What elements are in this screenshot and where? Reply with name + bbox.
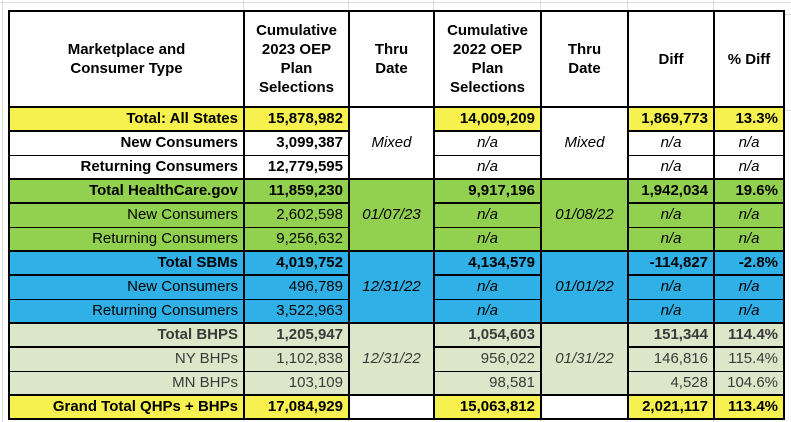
cell-sel-2022[interactable]: n/a: [434, 227, 541, 251]
cell-label[interactable]: New Consumers: [9, 131, 244, 155]
cell-sel-2022[interactable]: n/a: [434, 299, 541, 323]
cell-diff[interactable]: 4,528: [628, 371, 714, 395]
cell-sel-2022[interactable]: 956,022: [434, 347, 541, 371]
cell-sel-2023[interactable]: 15,878,982: [244, 107, 349, 131]
header-label: % Diff: [727, 50, 771, 68]
cell-thru-2023[interactable]: [349, 395, 434, 419]
cell-sel-2022[interactable]: 4,134,579: [434, 251, 541, 275]
cell-diff[interactable]: n/a: [628, 131, 714, 155]
cell-thru-2022[interactable]: 01/31/22: [541, 323, 628, 395]
cell-diff[interactable]: 151,344: [628, 323, 714, 347]
cell-pct-diff[interactable]: 104.6%: [714, 371, 784, 395]
cell-sel-2023[interactable]: 11,859,230: [244, 179, 349, 203]
header-label: Marketplace and Consumer Type: [67, 41, 186, 77]
gridline-stub: [433, 0, 434, 10]
cell-sel-2023[interactable]: 103,109: [244, 371, 349, 395]
cell-sel-2022[interactable]: 1,054,603: [434, 323, 541, 347]
cell-pct-diff[interactable]: -2.8%: [714, 251, 784, 275]
table-row: [9, 251, 784, 275]
cell-sel-2023[interactable]: 17,084,929: [244, 395, 349, 419]
cell-label[interactable]: New Consumers: [9, 203, 244, 227]
cell-label[interactable]: Total: All States: [9, 107, 244, 131]
oep-plan-selections-table: [8, 10, 785, 420]
header-pct-diff[interactable]: [714, 11, 784, 107]
gridline-stub: [243, 0, 244, 10]
cell-thru-2023[interactable]: 12/31/22: [349, 323, 434, 395]
header-row: [9, 11, 784, 107]
cell-thru-2022[interactable]: Mixed: [541, 107, 628, 179]
cell-thru-2022[interactable]: 01/08/22: [541, 179, 628, 251]
cell-thru-2022[interactable]: 01/01/22: [541, 251, 628, 323]
cell-sel-2022[interactable]: n/a: [434, 155, 541, 179]
cell-sel-2022[interactable]: 9,917,196: [434, 179, 541, 203]
cell-pct-diff[interactable]: 13.3%: [714, 107, 784, 131]
cell-label[interactable]: MN BHPs: [9, 371, 244, 395]
cell-pct-diff[interactable]: 114.4%: [714, 323, 784, 347]
cell-pct-diff[interactable]: n/a: [714, 155, 784, 179]
cell-sel-2023[interactable]: 12,779,595: [244, 155, 349, 179]
header-label: Cumulative 2022 OEP Plan Selections: [447, 22, 528, 96]
cell-thru-2023[interactable]: 12/31/22: [349, 251, 434, 323]
cell-label[interactable]: Grand Total QHPs + BHPs: [9, 395, 244, 419]
cell-diff[interactable]: n/a: [628, 227, 714, 251]
gridline-stub: [348, 0, 349, 10]
cell-sel-2023[interactable]: 3,522,963: [244, 299, 349, 323]
table-row: [9, 179, 784, 203]
cell-thru-2022[interactable]: [541, 395, 628, 419]
cell-sel-2023[interactable]: 1,205,947: [244, 323, 349, 347]
cell-label[interactable]: New Consumers: [9, 275, 244, 299]
cell-pct-diff[interactable]: n/a: [714, 203, 784, 227]
cell-sel-2022[interactable]: 15,063,812: [434, 395, 541, 419]
cell-diff[interactable]: n/a: [628, 155, 714, 179]
cell-diff[interactable]: n/a: [628, 299, 714, 323]
cell-sel-2023[interactable]: 2,602,598: [244, 203, 349, 227]
cell-label[interactable]: Returning Consumers: [9, 227, 244, 251]
gridline-top: [0, 2, 791, 3]
cell-pct-diff[interactable]: n/a: [714, 299, 784, 323]
cell-label[interactable]: Total HealthCare.gov: [9, 179, 244, 203]
table-row: [9, 395, 784, 419]
cell-pct-diff[interactable]: n/a: [714, 227, 784, 251]
cell-sel-2022[interactable]: n/a: [434, 203, 541, 227]
gridline-stub: [540, 0, 541, 10]
gridline-stub: [713, 0, 714, 10]
cell-pct-diff[interactable]: 113.4%: [714, 395, 784, 419]
cell-sel-2023[interactable]: 9,256,632: [244, 227, 349, 251]
cell-pct-diff[interactable]: 115.4%: [714, 347, 784, 371]
header-label: Cumulative 2023 OEP Plan Selections: [256, 22, 337, 96]
header-thru-date-2023[interactable]: [349, 11, 434, 107]
cell-label[interactable]: NY BHPs: [9, 347, 244, 371]
cell-sel-2023[interactable]: 496,789: [244, 275, 349, 299]
cell-diff[interactable]: 1,869,773: [628, 107, 714, 131]
cell-pct-diff[interactable]: n/a: [714, 275, 784, 299]
cell-sel-2023[interactable]: 1,102,838: [244, 347, 349, 371]
cell-diff[interactable]: 146,816: [628, 347, 714, 371]
cell-sel-2022[interactable]: n/a: [434, 275, 541, 299]
header-2022-plan-selections[interactable]: [434, 11, 541, 107]
cell-sel-2022[interactable]: 98,581: [434, 371, 541, 395]
cell-label[interactable]: Total BHPS: [9, 323, 244, 347]
gridline-left: [2, 0, 3, 422]
header-thru-date-2022[interactable]: [541, 11, 628, 107]
cell-sel-2022[interactable]: n/a: [434, 131, 541, 155]
header-diff[interactable]: [628, 11, 714, 107]
header-label: Thru Date: [567, 41, 602, 77]
header-label: Diff: [658, 50, 684, 68]
cell-diff[interactable]: -114,827: [628, 251, 714, 275]
cell-sel-2023[interactable]: 3,099,387: [244, 131, 349, 155]
cell-diff[interactable]: 1,942,034: [628, 179, 714, 203]
cell-sel-2023[interactable]: 4,019,752: [244, 251, 349, 275]
cell-label[interactable]: Returning Consumers: [9, 155, 244, 179]
cell-pct-diff[interactable]: n/a: [714, 131, 784, 155]
cell-thru-2023[interactable]: 01/07/23: [349, 179, 434, 251]
cell-thru-2023[interactable]: Mixed: [349, 107, 434, 179]
gridline-stub: [627, 0, 628, 10]
header-marketplace-consumer-type[interactable]: [9, 11, 244, 107]
cell-sel-2022[interactable]: 14,009,209: [434, 107, 541, 131]
cell-label[interactable]: Returning Consumers: [9, 299, 244, 323]
cell-diff[interactable]: 2,021,117: [628, 395, 714, 419]
table-row: [9, 107, 784, 131]
header-label: Thru Date: [374, 41, 409, 77]
cell-pct-diff[interactable]: 19.6%: [714, 179, 784, 203]
header-2023-plan-selections[interactable]: [244, 11, 349, 107]
table-row: [9, 323, 784, 347]
cell-diff[interactable]: n/a: [628, 275, 714, 299]
cell-diff[interactable]: n/a: [628, 203, 714, 227]
cell-label[interactable]: Total SBMs: [9, 251, 244, 275]
